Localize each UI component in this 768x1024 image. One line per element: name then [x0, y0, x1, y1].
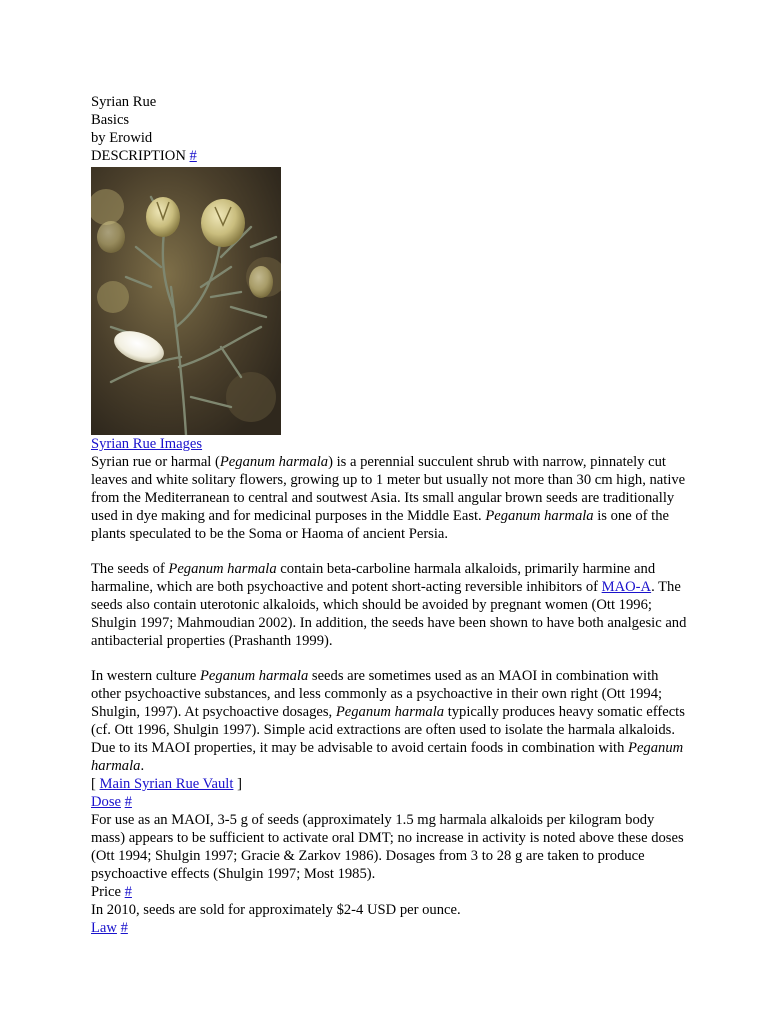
- text-span: ) is a perennial succulent shrub with narrow, pinnately cut leaves and white solitary flowers, growing up to 1 meter but usually not more than 30 cm high, native from the Mediterranean to central and soutwest Asia. Its small angular brown seeds are traditionally used in dye making and for medicinal purposes in the Middle East.: [91, 454, 686, 524]
- italic-species: Peganum harmala: [335, 704, 445, 720]
- page-subtitle: Basics: [91, 112, 130, 128]
- document-body: [91, 93, 691, 937]
- italic-species: Peganum harmala: [168, 561, 277, 577]
- paragraph-usage: [91, 667, 691, 775]
- italic-species: Peganum harmala: [91, 740, 684, 774]
- bracket-close: ]: [233, 776, 242, 792]
- italic-species: Peganum harmala: [200, 668, 309, 684]
- text-span: seeds are sometimes used as an MAOI in combination with other psychoactive substances, and less commonly as a psychoactive in their own right (Ott 1994; Shulgin, 1997). At psychoactive dosages,: [91, 668, 663, 720]
- law-link[interactable]: Law: [91, 920, 117, 936]
- syrian-rue-images-link[interactable]: Syrian Rue Images: [91, 436, 203, 452]
- dose-text: For use as an MAOI, 3-5 g of seeds (approximately 1.5 mg harmala alkaloids per kilogram body mass) appears to be sufficient to activate oral DMT; no increase in activity is noted above these doses (Ott 1994; Shulgin 1997; Gracie & Zarkov 1986). Dosages from 3 to 28 g are taken to produce psychoactive effects (Shulgin 1997; Most 1985).: [91, 812, 684, 882]
- vault-row: [91, 775, 691, 793]
- text-span: . The seeds also contain uterotonic alkaloids, which should be avoided by pregnant women (Ott 1996; Shulgin 1997; Mahmoudian 2002). In addition, the seeds have been shown to have both analgesic and antibacterial properties (Prashanth 1999).: [91, 579, 687, 649]
- text-span: In western culture: [91, 668, 201, 684]
- description-label: DESCRIPTION: [91, 148, 186, 164]
- dose-heading: [91, 793, 691, 811]
- byline: by Erowid: [91, 130, 153, 146]
- italic-species: Peganum harmala: [485, 508, 594, 524]
- dose-link[interactable]: Dose: [91, 794, 121, 810]
- price-text: In 2010, seeds are sold for approximately $2-4 USD per ounce.: [91, 902, 461, 918]
- text-span: typically produces heavy somatic effects (cf. Ott 1996, Shulgin 1997). Simple acid extractions are often used to isolate the harmala alkaloids. Due to its MAOI properties, it may be advisable to avoid certain foods in combination with: [91, 704, 685, 756]
- price-label: Price: [91, 884, 121, 900]
- paragraph-chemistry: [91, 560, 691, 650]
- price-heading: [91, 883, 691, 901]
- text-span: .: [140, 758, 145, 774]
- syrian-rue-photo: [91, 167, 281, 435]
- syrian-rue-images-link-row: [91, 435, 691, 453]
- mao-a-link[interactable]: MAO-A: [601, 579, 652, 595]
- paragraph-description: [91, 453, 691, 543]
- main-vault-link[interactable]: Main Syrian Rue Vault: [99, 776, 234, 792]
- text-span: The seeds of: [91, 561, 169, 577]
- description-anchor-link[interactable]: #: [189, 148, 197, 164]
- text-span: Syrian rue or harmal (: [91, 454, 220, 470]
- law-anchor-link[interactable]: #: [120, 920, 128, 936]
- text-span: contain beta-carboline harmala alkaloids, primarily harmine and harmaline, which are both psychoactive and potent short-acting reversible inhibitors of: [91, 561, 656, 595]
- plant-illustration: [91, 167, 281, 435]
- text-span: is one of the plants speculated to be the Soma or Haoma of ancient Persia.: [91, 508, 669, 542]
- description-heading: [91, 147, 691, 165]
- page-title: Syrian Rue: [91, 94, 157, 110]
- dose-anchor-link[interactable]: #: [124, 794, 132, 810]
- law-heading: [91, 919, 691, 937]
- price-anchor-link[interactable]: #: [124, 884, 132, 900]
- bracket-open: [: [91, 776, 100, 792]
- italic-species: Peganum harmala: [219, 454, 329, 470]
